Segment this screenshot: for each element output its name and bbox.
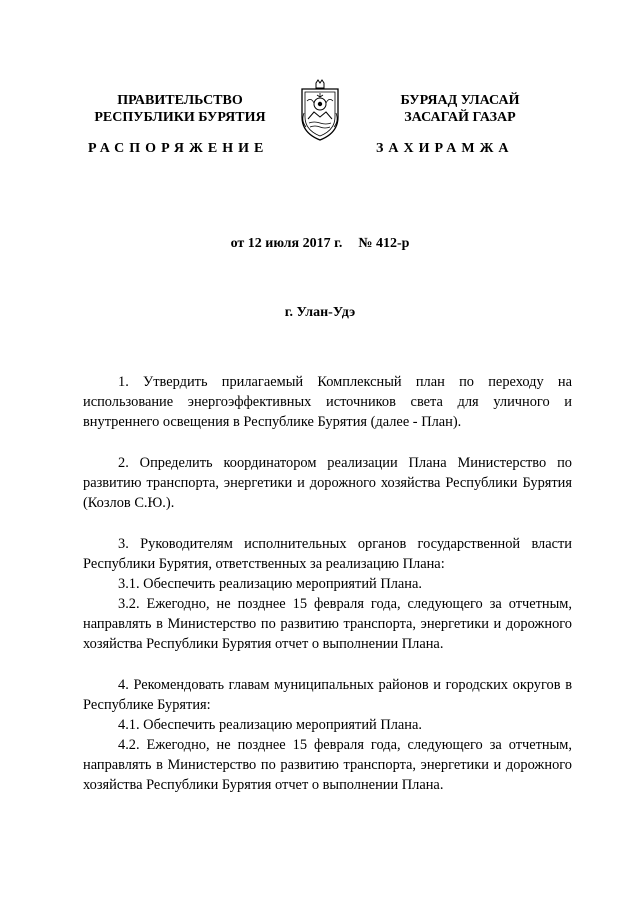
doc-type-right: ЗАХИРАМЖА [376,141,514,156]
document-body [83,372,572,795]
coat-of-arms-icon [298,79,342,143]
date-number-line [0,236,640,252]
paragraph: 1. Утвердить прилагаемый Комплексный план по переходу на использование энергоэффективных источников света для уличного и внутреннего освещения в Республике Бурятия (далее - План). [83,374,572,430]
document-date: от 12 июля 2017 г. [230,236,343,251]
paragraph: 3.1. Обеспечить реализацию мероприятий Плана. [118,576,422,592]
paragraph: 4. Рекомендовать главам муниципальных районов и городских округов в Республике Бурятия: [83,677,572,713]
document-number: № 412-р [358,236,410,251]
header-right-line2: ЗАСАГАЙ ГАЗАР [404,110,516,125]
header-right-line1: БУРЯАД УЛАСАЙ [400,93,520,108]
paragraph: 3. Руководителям исполнительных органов государственной власти Республики Бурятия, ответственных за реализацию Плана: [83,536,572,572]
header-left-line2: РЕСПУБЛИКИ БУРЯТИЯ [94,110,266,125]
header-left [80,92,280,126]
city: г. Улан-Удэ [284,305,356,320]
paragraph: 4.1. Обеспечить реализацию мероприятий Плана. [118,717,422,733]
header-left-line1: ПРАВИТЕЛЬСТВО [117,93,243,108]
doc-type-left: РАСПОРЯЖЕНИЕ [88,141,269,156]
paragraph: 2. Определить координатором реализации Плана Министерство по развитию транспорта, энергетики и дорожного хозяйства Республики Бурятия (Козлов С.Ю.). [83,455,572,511]
header-right [360,92,560,126]
paragraph: 4.2. Ежегодно, не позднее 15 февраля года, следующего за отчетным, направлять в Министерство по развитию транспорта, энергетики и дорожного хозяйства Республики Бурятия отчет о выполнении Плана. [83,737,572,793]
paragraph: 3.2. Ежегодно, не позднее 15 февраля года, следующего за отчетным, направлять в Министерство по развитию транспорта, энергетики и дорожного хозяйства Республики Бурятия отчет о выполнении Плана. [83,596,572,652]
